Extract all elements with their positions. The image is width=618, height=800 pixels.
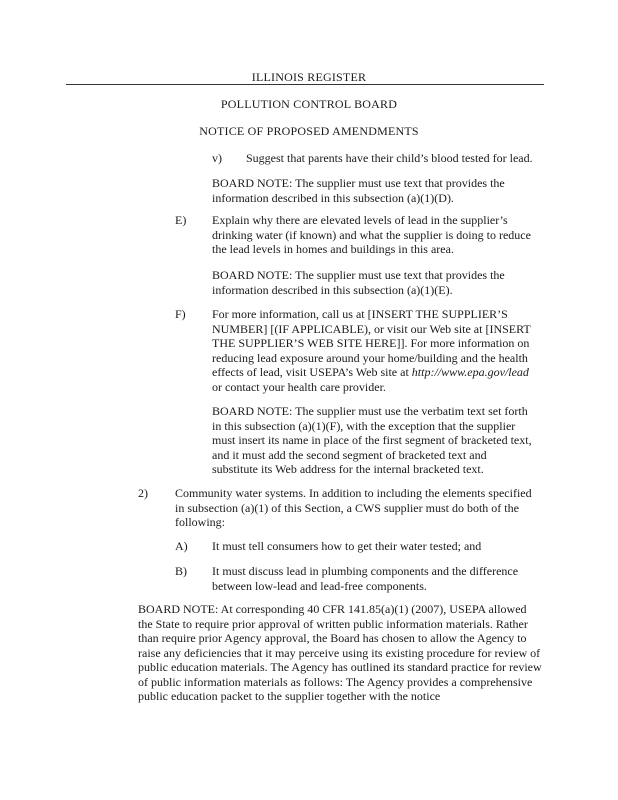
epa-lead-link[interactable]: http://www.epa.gov/lead [411,365,529,379]
item-b-text: It must discuss lead in plumbing components and the difference between low-lead and lead-free components. [212,564,519,593]
item-e-text: Explain why there are elevated levels of lead in the supplier’s drinking water (if known) and what the supplier is doing to reduce the lead levels in homes and buildings in this area. [212,213,531,256]
board-note-e: BOARD NOTE: The supplier must use text that provides the information described in this subsection (a)(1)(E). [212,268,505,297]
item-a-label: A) [175,539,188,553]
item-b-label: B) [175,564,187,578]
board-note-d: BOARD NOTE: The supplier must use text that provides the information described in this subsection (a)(1)(D). [212,176,505,205]
item-v-label: v) [212,151,222,165]
register-title: ILLINOIS REGISTER [251,70,367,84]
item-e-label: E) [175,213,187,227]
item-a-text: It must tell consumers how to get their water tested; and [212,539,482,553]
item-2-text: Community water systems. In addition to including the elements specified in subsection (a)(1) of this Section, a CWS supplier must do both of the following: [175,486,532,529]
item-f-text-after: or contact your health care provider. [212,379,386,394]
board-note-final: BOARD NOTE: At corresponding 40 CFR 141.85(a)(1) (2007), USEPA allowed the State to require prior approval of written public information materials. Rather than require prior Agency approval, the Board has chosen to allow the Agency to raise any deficiencies that it may perceive using its existing procedure for review of public education materials. The Agency has outlined its standard practice for review of public information materials as follows: The Agency provides a comprehensive public education packet to the supplier together with the notice [138,602,542,703]
item-f-text-before: For more information, call us at [INSERT THE SUPPLIER’S NUMBER] [(IF APPLICABLE), or visit our Web site at [INSERT THE SUPPLIER’S WEB SITE HERE]]. For more information on reducing lead exposure around your home/building and the health effects of lead, visit USEPA’s Web site at [212,307,531,379]
item-f-label: F) [175,307,186,321]
item-2-label: 2) [138,486,148,500]
agency-title: POLLUTION CONTROL BOARD [220,97,398,111]
board-note-f: BOARD NOTE: The supplier must use the verbatim text set forth in this subsection (a)(1)(F), with the exception that the supplier must insert its name in place of the first segment of bracketed text, and it must add the second segment of bracketed text and substitute its Web address for the internal bracketed text. [212,404,532,476]
header-rule [66,84,544,85]
notice-title: NOTICE OF PROPOSED AMENDMENTS [199,124,419,138]
item-f-text [212,307,537,394]
item-v-text: Suggest that parents have their child’s blood tested for lead. [246,151,533,165]
